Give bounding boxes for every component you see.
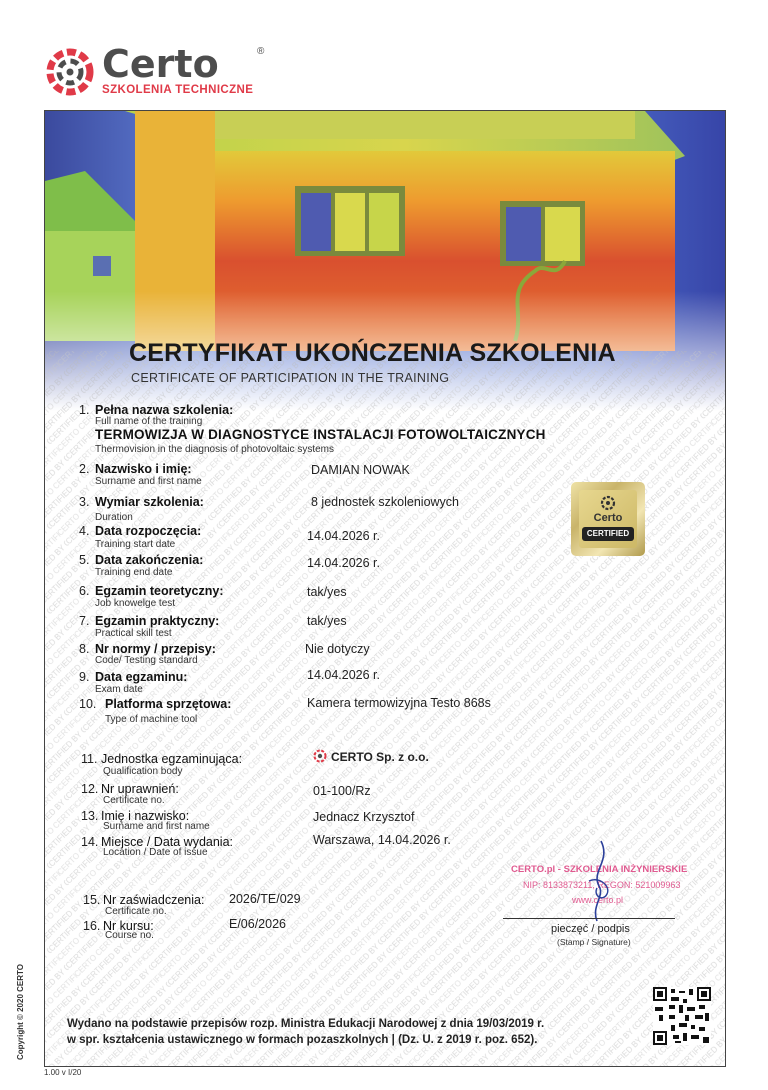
field-label: Egzamin praktyczny: — [95, 614, 220, 628]
field-label: Platforma sprzętowa: — [105, 697, 232, 711]
field-value: Warszawa, 14.04.2026 r. — [313, 833, 451, 847]
course-name-en: Thermovision in the diagnosis of photovoltaic systems — [95, 444, 335, 455]
field-number: 13. — [81, 809, 99, 823]
field-number: 9. — [79, 670, 90, 684]
field-label: Egzamin teoretyczny: — [95, 584, 224, 598]
stamp-line-3: www.certo.pl — [572, 895, 624, 905]
field-label: Pełna nazwa szkolenia: — [95, 403, 234, 417]
field-label-en: Surname and first name — [95, 476, 202, 487]
field-label: Wymiar szkolenia: — [95, 495, 204, 509]
field-value: tak/yes — [307, 585, 347, 599]
field-label: Imię i nazwisko: — [101, 809, 190, 823]
field-value: 8 jednostek szkoleniowych — [311, 495, 459, 509]
field-label: Data rozpoczęcia: — [95, 524, 202, 538]
field-label: Jednostka egzaminująca: — [101, 752, 243, 766]
field-label-en: Duration — [95, 512, 133, 523]
field-number: 11. — [81, 752, 98, 766]
field-label: Nr kursu: — [103, 919, 154, 933]
certified-seal — [571, 482, 645, 556]
field-number: 2. — [79, 462, 90, 476]
signature-label-en: (Stamp / Signature) — [557, 937, 631, 947]
field-label: Data egzaminu: — [95, 670, 188, 684]
field-label-en: Practical skill test — [95, 628, 172, 639]
field-label-en: Location / Date of issue — [103, 847, 208, 858]
field-label-en: Course no. — [105, 930, 154, 941]
seal-gear-icon — [600, 495, 616, 511]
seal-brand: Certo — [593, 512, 623, 524]
field-number: 3. — [79, 495, 90, 509]
registered-mark: ® — [257, 46, 265, 57]
field-value: Nie dotyczy — [305, 642, 370, 656]
gear-logo-icon — [44, 46, 96, 98]
field-value: Jednacz Krzysztof — [313, 810, 415, 824]
field-value: 14.04.2026 r. — [307, 556, 380, 570]
stamp-line-1: CERTO.pl - SZKOLENIA INŻYNIERSKIE — [511, 864, 688, 875]
stamp-line-2: NIP: 8133873211, REGON: 521009963 — [523, 880, 681, 890]
course-name: TERMOWIZJA W DIAGNOSTYCE INSTALACJI FOTOWOLTAICZNYCH — [95, 427, 546, 442]
certificate-frame — [44, 110, 726, 1067]
signature-label: pieczęć / podpis — [551, 923, 630, 935]
field-value: 14.04.2026 r. — [307, 668, 380, 682]
certificate-title: CERTYFIKAT UKOŃCZENIA SZKOLENIA — [129, 339, 616, 367]
field-value: 14.04.2026 r. — [307, 529, 380, 543]
field-number: 10. — [79, 697, 97, 711]
certificate-subtitle: CERTIFICATE OF PARTICIPATION IN THE TRAINING — [131, 371, 450, 385]
field-value: CERTO Sp. z o.o. — [331, 750, 429, 764]
field-label: Nr uprawnień: — [101, 782, 179, 796]
field-label-en: Surname and first name — [103, 821, 210, 832]
field-number: 15. — [83, 893, 101, 907]
field-number: 5. — [79, 553, 90, 567]
field-label-en: Qualification body — [103, 766, 183, 777]
certo-logo — [44, 44, 274, 104]
version-text: 1.00 v I/20 — [44, 1068, 82, 1077]
field-label-en: Training start date — [95, 539, 176, 550]
certo-gear-icon — [313, 749, 327, 763]
field-number: 1. — [79, 403, 90, 417]
field-number: 4. — [79, 524, 90, 538]
field-label: Miejsce / Data wydania: — [101, 835, 234, 849]
field-number: 7. — [79, 614, 90, 628]
field-label-en: Training end date — [95, 567, 173, 578]
field-value: tak/yes — [307, 614, 347, 628]
field-value: 2026/TE/029 — [229, 892, 301, 906]
handwritten-signature — [571, 836, 631, 926]
field-value: Kamera termowizyjna Testo 868s — [307, 696, 491, 710]
field-label: Data zakończenia: — [95, 553, 204, 567]
field-number: 6. — [79, 584, 90, 598]
copyright-text: Copyright © 2020 CERTO — [16, 964, 25, 1060]
field-number: 12. — [81, 782, 99, 796]
field-value: DAMIAN NOWAK — [311, 463, 410, 477]
signature-line — [503, 918, 675, 919]
field-number: 8. — [79, 642, 90, 656]
field-label: Nazwisko i imię: — [95, 462, 192, 476]
field-value: 01-100/Rz — [313, 784, 371, 798]
field-label-en: Code/ Testing standard — [95, 655, 198, 666]
field-label: Nr normy / przepisy: — [95, 642, 216, 656]
field-label-en: Exam date — [95, 684, 143, 695]
field-number: 16. — [83, 919, 101, 933]
field-label: Nr zaświadczenia: — [103, 893, 205, 907]
field-label-en: Type of machine tool — [105, 714, 198, 725]
field-label-en: Job knowelge test — [95, 598, 176, 609]
field-label-en: Certificate no. — [105, 906, 167, 917]
field-label-en: Full name of the training — [95, 416, 203, 427]
logo-wordmark: Certo — [102, 42, 219, 86]
footer-line-1: Wydano na podstawie przepisów rozp. Ministra Edukacji Narodowej z dnia 19/03/2019 r. — [67, 1018, 545, 1030]
qr-code — [653, 987, 711, 1045]
footer-line-2: w spr. kształcenia ustawicznego w formach pozaszkolnych | (Dz. U. z 2019 r. poz. 652). — [67, 1034, 538, 1046]
field-value: E/06/2026 — [229, 917, 286, 931]
logo-tagline: SZKOLENIA TECHNICZNE — [102, 84, 254, 96]
field-label-en: Certificate no. — [103, 795, 165, 806]
seal-label: CERTIFIED — [582, 527, 634, 541]
field-number: 14. — [81, 835, 99, 849]
